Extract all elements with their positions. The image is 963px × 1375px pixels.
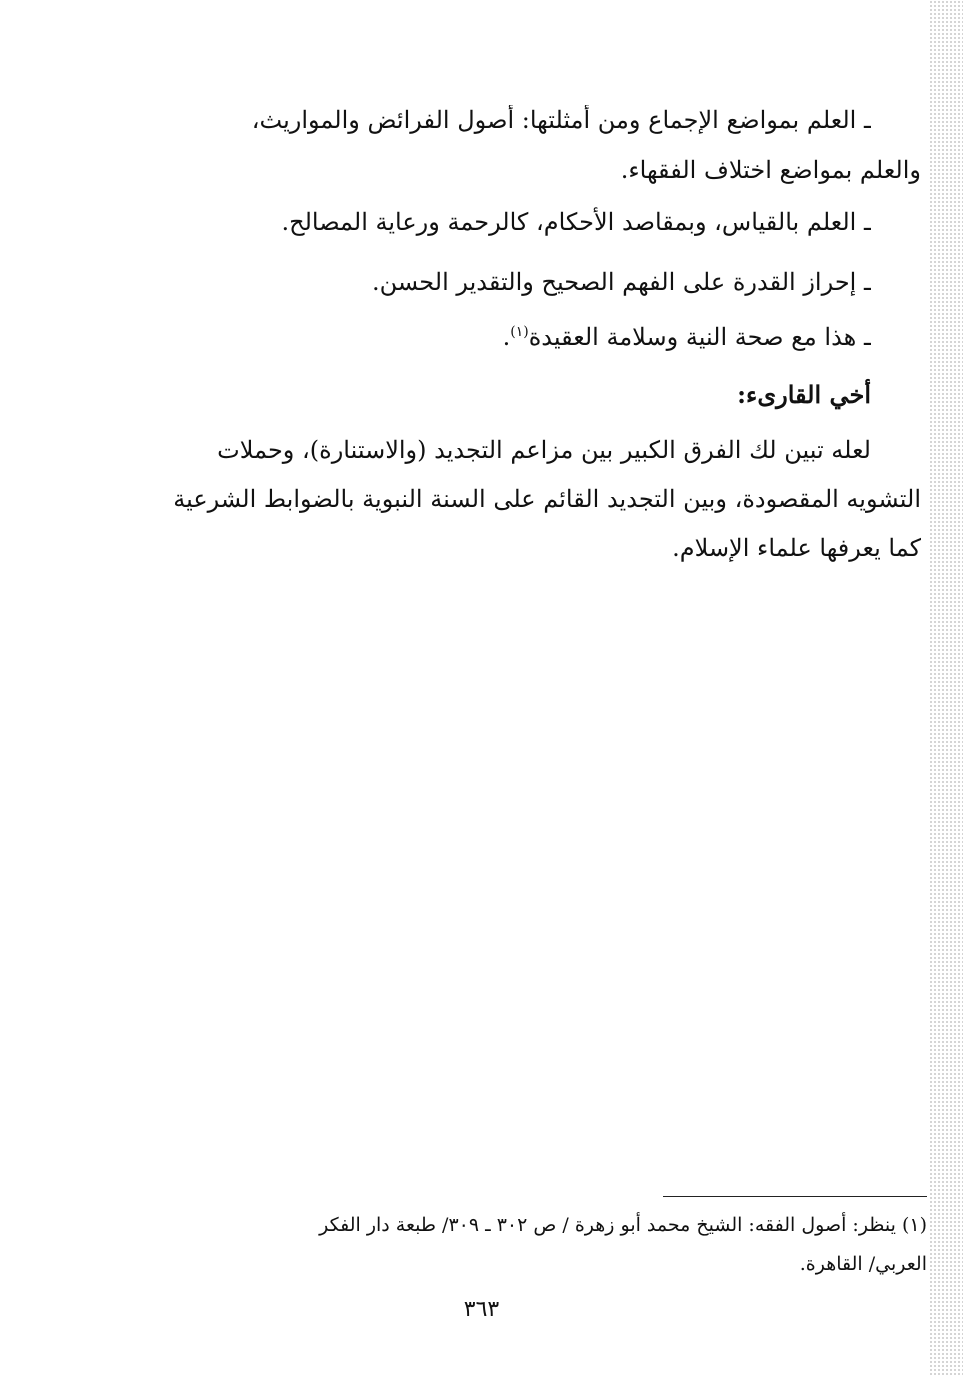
page-number: ٣٦٣ (463, 1297, 500, 1322)
footnote-reference: (١) (510, 324, 529, 340)
footnote-line-1: (١) ينظر: أصول الفقه: الشيخ محمد أبو زهرة / ص ٣٠٢ ـ ٣٠٩/ طبعة دار الفكر (319, 1214, 927, 1236)
bullet-1-line-2: والعلم بمواضع اختلاف الفقهاء. (620, 156, 921, 184)
footnote-line-2: العربي/ القاهرة. (799, 1253, 927, 1275)
bullet-4-text: ـ هذا مع صحة النية وسلامة العقيدة (528, 323, 871, 351)
bullet-3: ـ إحراز القدرة على الفهم الصحيح والتقدير الحسن. (371, 268, 871, 296)
footnote-separator (663, 1196, 927, 1197)
bullet-4 (160, 322, 871, 352)
paragraph-line-3: كما يعرفها علماء الإسلام. (672, 534, 921, 562)
paragraph-line-1: لعله تبين لك الفرق الكبير بين مزاعم التجديد (والاستنارة)، وحملات (217, 436, 871, 464)
bullet-1-line-1: ـ العلم بمواضع الإجماع ومن أمثلتها: أصول الفرائض والمواريث، (251, 106, 871, 134)
paragraph-line-2: التشويه المقصودة، وبين التجديد القائم على السنة النبوية بالضوابط الشرعية (173, 485, 921, 513)
bullet-2: ـ العلم بالقياس، وبمقاصد الأحكام، كالرحمة ورعاية المصالح. (281, 208, 871, 236)
scan-edge-texture (929, 0, 963, 1375)
section-heading: أخي القارىء: (737, 380, 871, 409)
bullet-4-end: . (502, 323, 511, 351)
